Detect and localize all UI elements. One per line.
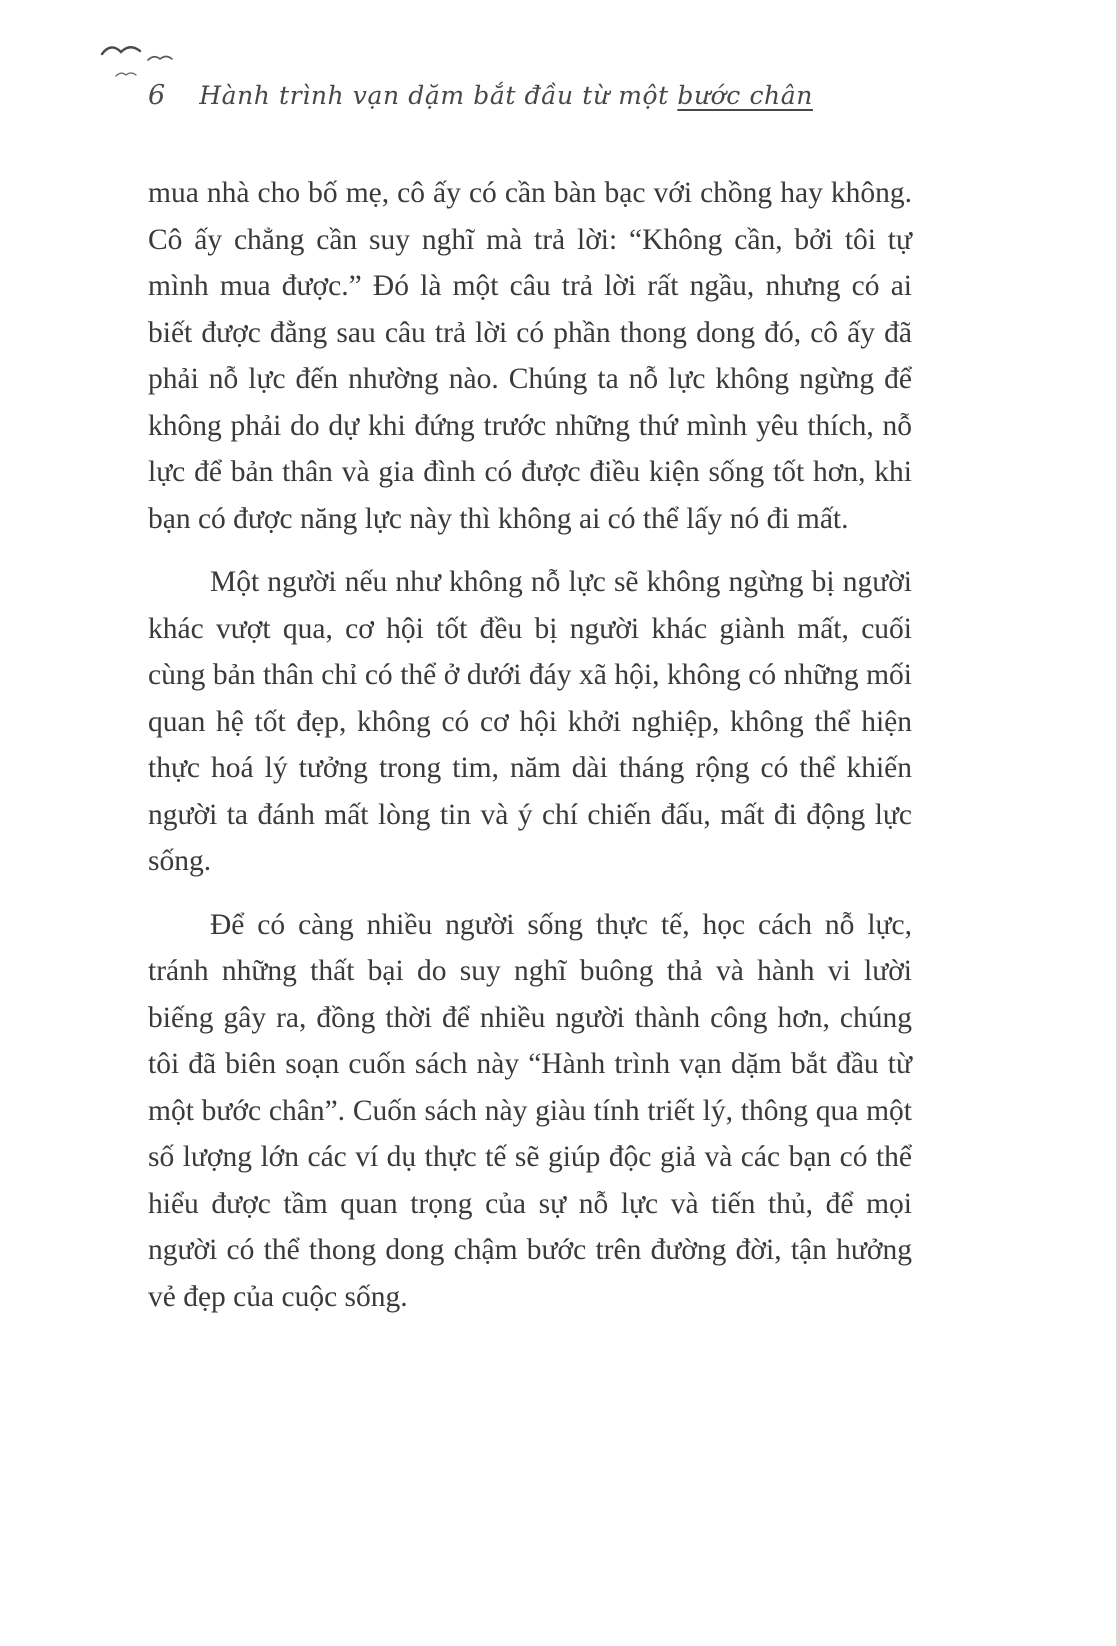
paragraph-3: Để có càng nhiều người sống thực tế, học cách nỗ lực, tránh những thất bại do suy nghĩ buông thả và hành vi lười biếng gây ra, đồng thời để nhiều người thành công hơn, chúng tôi đã biên soạn cuốn sách này “Hành trình vạn dặm bắt đầu từ một bước chân”. Cuốn sách này giàu tính triết lý, thông qua một số lượng lớn các ví dụ thực tế sẽ giúp độc giả và các bạn có thể hiểu được tầm quan trọng của sự nỗ lực và tiến thủ, để mọi người có thể thong dong chậm bước trên đường đời, tận hưởng vẻ đẹp của cuộc sống. <box>148 908 912 1313</box>
running-header-title <box>199 81 813 110</box>
paragraph-1: mua nhà cho bố mẹ, cô ấy có cần bàn bạc với chồng hay không. Cô ấy chẳng cần suy nghĩ mà trả lời: “Không cần, bởi tôi tự mình mua được.” Đó là một câu trả lời rất ngầu, nhưng có ai biết được đằng sau câu trả lời có phần thong dong đó, cô ấy đã phải nỗ lực đến nhường nào. Chúng ta nỗ lực không ngừng để không phải do dự khi đứng trước những thứ mình yêu thích, nỗ lực để bản thân và gia đình có được điều kiện sống tốt hơn, khi bạn có được năng lực này thì không ai có thể lấy nó đi mất. <box>148 177 912 535</box>
page-header <box>148 80 813 111</box>
header-title-underlined: bước chân <box>677 81 813 110</box>
page-content <box>148 170 912 1337</box>
page-number: 6 <box>148 80 166 111</box>
paragraph-2: Một người nếu như không nỗ lực sẽ không ngừng bị người khác vượt qua, cơ hội tốt đều bị người khác giành mất, cuối cùng bản thân chỉ có thể ở dưới đáy xã hội, không có những mối quan hệ tốt đẹp, không có cơ hội khởi nghiệp, không thể hiện thực hoá lý tưởng trong tim, năm dài tháng rộng có thể khiến người ta đánh mất lòng tin và ý chí chiến đấu, mất đi động lực sống. <box>148 566 912 877</box>
header-title-main: Hành trình vạn dặm bắt đầu từ một <box>199 81 678 110</box>
